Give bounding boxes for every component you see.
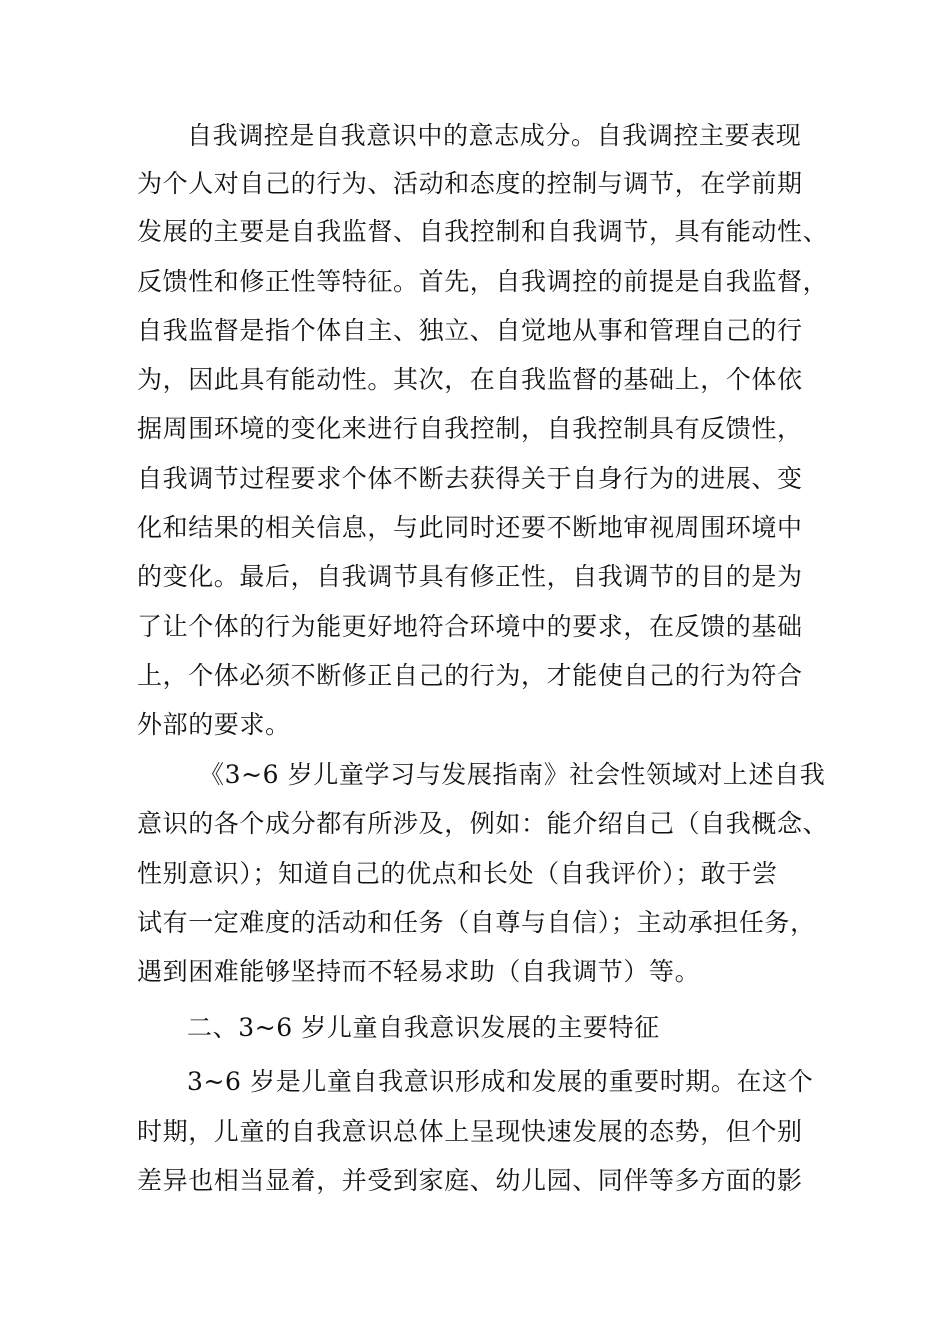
paragraph-1-line-8: 自我调节过程要求个体不断去获得关于自身行为的进展、变: [137, 464, 803, 493]
paragraph-2-line-2: 意识的各个成分都有所涉及，例如：能介绍自己（自我概念、: [137, 809, 829, 838]
paragraph-1-line-11: 了让个体的行为能更好地符合环境中的要求，在反馈的基础: [137, 612, 803, 641]
paragraph-1-line-4: 反馈性和修正性等特征。首先，自我调控的前提是自我监督，: [137, 267, 829, 296]
paragraph-2-line-1: 《3~6 岁儿童学习与发展指南》社会性领域对上述自我: [199, 760, 826, 789]
paragraph-1-line-10: 的变化。最后，自我调节具有修正性，自我调节的目的是为: [137, 562, 803, 591]
paragraph-2-line-3: 性别意识）；知道自己的优点和长处（自我评价）；敢于尝: [137, 859, 778, 888]
paragraph-1-line-13: 外部的要求。: [137, 710, 291, 739]
paragraph-1-line-3: 发展的主要是自我监督、自我控制和自我调节，具有能动性、: [137, 217, 829, 246]
paragraph-1-line-7: 据周围环境的变化来进行自我控制，自我控制具有反馈性，: [137, 414, 803, 443]
paragraph-3-line-3: 差异也相当显着，并受到家庭、幼儿园、同伴等多方面的影: [137, 1166, 803, 1195]
paragraph-1-line-12: 上，个体必须不断修正自己的行为，才能使自己的行为符合: [137, 661, 803, 690]
paragraph-1-line-2: 为个人对自己的行为、活动和态度的控制与调节，在学前期: [137, 169, 803, 198]
paragraph-1-line-6: 为，因此具有能动性。其次，在自我监督的基础上，个体依: [137, 365, 803, 394]
section-heading: 二、3~6 岁儿童自我意识发展的主要特征: [187, 1013, 660, 1042]
paragraph-2-line-4: 试有一定难度的活动和任务（自尊与自信）；主动承担任务，: [137, 908, 816, 937]
paragraph-1-line-9: 化和结果的相关信息，与此同时还要不断地审视周围环境中: [137, 513, 803, 542]
paragraph-3-line-2: 时期，儿童的自我意识总体上呈现快速发展的态势，但个别: [137, 1117, 803, 1146]
paragraph-3-line-1: 3~6 岁是儿童自我意识形成和发展的重要时期。在这个: [187, 1067, 814, 1096]
paragraph-1-line-5: 自我监督是指个体自主、独立、自觉地从事和管理自己的行: [137, 316, 803, 345]
paragraph-1-line-1: 自我调控是自我意识中的意志成分。自我调控主要表现: [187, 121, 802, 150]
paragraph-2-line-5: 遇到困难能够坚持而不轻易求助（自我调节）等。: [137, 957, 701, 986]
